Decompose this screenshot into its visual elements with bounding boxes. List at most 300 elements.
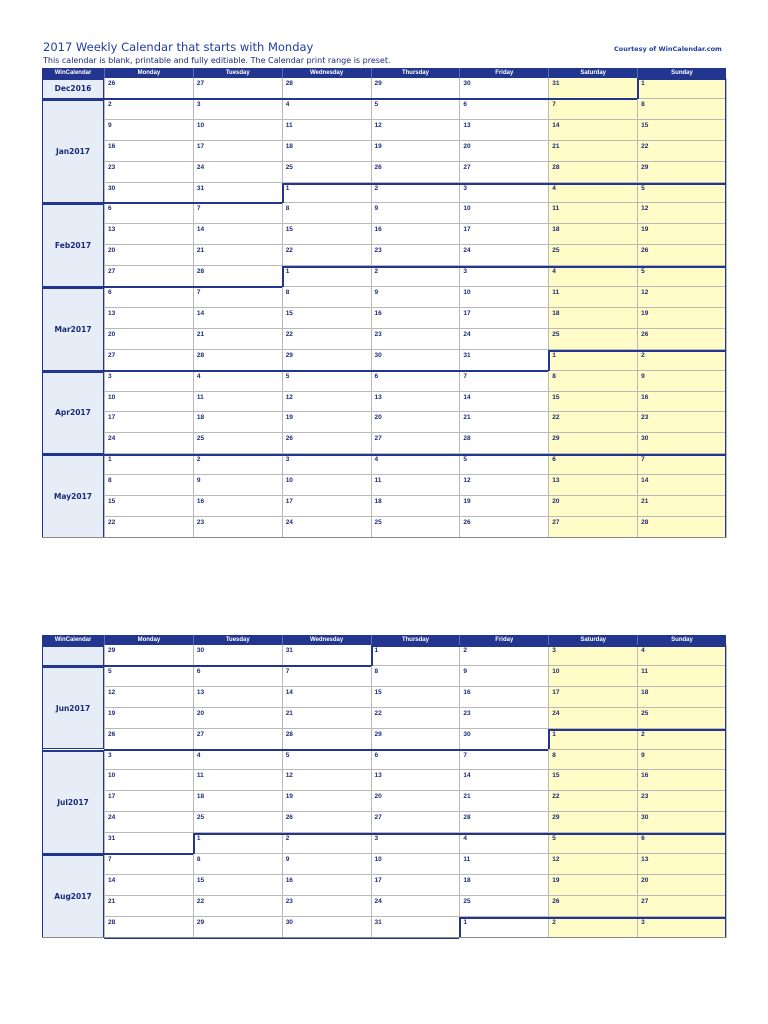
grid-col-line bbox=[459, 78, 460, 538]
grid-col-line bbox=[282, 645, 283, 938]
day-cell[interactable]: 24 bbox=[196, 163, 205, 171]
day-cell[interactable]: 16 bbox=[285, 876, 293, 884]
day-cell[interactable]: 19 bbox=[641, 226, 649, 234]
month-boundary-line bbox=[104, 370, 548, 372]
day-cell[interactable]: 29 bbox=[641, 163, 649, 171]
day-cell[interactable]: 24 bbox=[463, 330, 471, 338]
grid-row-line bbox=[104, 223, 726, 224]
day-cell[interactable]: 21 bbox=[108, 897, 116, 905]
month-boundary-line bbox=[282, 183, 284, 204]
day-cell[interactable]: 9 bbox=[108, 121, 112, 129]
grid-col-line bbox=[637, 78, 638, 538]
day-cell[interactable]: 20 bbox=[108, 247, 116, 255]
day-cell[interactable]: 15 bbox=[285, 226, 293, 234]
day-cell[interactable]: 20 bbox=[374, 414, 382, 422]
day-cell[interactable]: 18 bbox=[196, 414, 205, 422]
day-cell[interactable]: 21 bbox=[285, 709, 293, 717]
month-boundary-line bbox=[548, 350, 550, 371]
day-cell[interactable]: 7 bbox=[196, 205, 201, 213]
day-cell[interactable]: 13 bbox=[196, 688, 205, 696]
day-cell[interactable]: 28 bbox=[285, 730, 293, 738]
day-cell[interactable]: 14 bbox=[552, 121, 560, 129]
day-cell[interactable]: 2 bbox=[196, 456, 201, 464]
day-cell[interactable]: 18 bbox=[641, 688, 649, 696]
day-cell[interactable]: 7 bbox=[108, 856, 112, 863]
day-cell[interactable]: 27 bbox=[641, 897, 649, 905]
day-cell[interactable]: 3 bbox=[108, 372, 112, 380]
grid-row-line bbox=[104, 874, 726, 875]
day-cell[interactable]: 3 bbox=[374, 835, 379, 843]
day-cell[interactable]: 25 bbox=[641, 709, 649, 717]
day-cell[interactable]: 13 bbox=[374, 772, 382, 780]
day-cell[interactable]: 1 bbox=[641, 80, 645, 87]
day-cell[interactable]: 13 bbox=[108, 309, 116, 317]
grid-row-line bbox=[104, 119, 726, 120]
day-cell[interactable]: 29 bbox=[374, 80, 382, 87]
day-cell[interactable]: 8 bbox=[196, 856, 201, 863]
day-cell[interactable]: 26 bbox=[552, 897, 560, 905]
day-cell[interactable]: 22 bbox=[196, 897, 205, 905]
day-cell[interactable]: 27 bbox=[196, 730, 205, 738]
month-label: Dec2016 bbox=[42, 78, 104, 99]
day-cell[interactable]: 19 bbox=[552, 876, 560, 884]
day-cell[interactable]: 24 bbox=[374, 897, 382, 905]
day-cell[interactable]: 4 bbox=[463, 835, 468, 843]
day-cell[interactable]: 22 bbox=[285, 247, 293, 255]
day-cell[interactable]: 16 bbox=[641, 393, 649, 401]
month-label bbox=[42, 645, 104, 666]
day-cell[interactable]: 10 bbox=[374, 856, 382, 863]
day-cell[interactable]: 1 bbox=[196, 835, 201, 843]
day-cell[interactable]: 5 bbox=[641, 268, 645, 276]
day-cell[interactable]: 20 bbox=[641, 876, 649, 884]
day-cell[interactable]: 2 bbox=[374, 268, 379, 276]
day-cell[interactable]: 8 bbox=[552, 751, 556, 759]
day-cell[interactable]: 10 bbox=[285, 477, 293, 485]
day-cell[interactable]: 14 bbox=[641, 477, 649, 485]
day-cell[interactable]: 12 bbox=[108, 688, 116, 696]
day-cell[interactable]: 9 bbox=[641, 751, 645, 759]
day-cell[interactable]: 21 bbox=[196, 330, 205, 338]
day-cell[interactable]: 24 bbox=[108, 435, 116, 443]
day-cell[interactable]: 9 bbox=[641, 372, 645, 380]
day-cell[interactable]: 13 bbox=[552, 477, 560, 485]
day-cell[interactable]: 11 bbox=[196, 772, 204, 780]
day-cell[interactable]: 19 bbox=[463, 498, 471, 505]
grid-row-line bbox=[104, 516, 726, 517]
page-title: 2017 Weekly Calendar that starts with Monday bbox=[43, 40, 314, 54]
day-cell[interactable]: 13 bbox=[641, 856, 649, 863]
day-cell[interactable]: 10 bbox=[196, 121, 205, 129]
day-cell[interactable]: 18 bbox=[552, 226, 560, 234]
day-cell[interactable]: 25 bbox=[196, 814, 205, 822]
day-cell[interactable]: 27 bbox=[552, 518, 560, 526]
day-cell[interactable]: 18 bbox=[552, 309, 560, 317]
day-cell[interactable]: 3 bbox=[108, 751, 112, 759]
day-cell[interactable]: 22 bbox=[641, 142, 649, 150]
day-cell[interactable]: 24 bbox=[108, 814, 116, 822]
day-cell[interactable]: 28 bbox=[463, 814, 471, 822]
grid-row-line bbox=[104, 790, 726, 791]
day-cell[interactable]: 21 bbox=[463, 414, 471, 422]
day-cell[interactable]: 23 bbox=[108, 163, 116, 171]
day-cell[interactable]: 22 bbox=[374, 709, 382, 717]
day-cell[interactable]: 7 bbox=[196, 289, 201, 296]
day-cell[interactable]: 1 bbox=[374, 647, 379, 654]
day-cell[interactable]: 5 bbox=[285, 751, 290, 759]
grid-row-line bbox=[104, 811, 726, 812]
day-cell[interactable]: 1 bbox=[285, 268, 290, 276]
grid-row-line bbox=[104, 391, 726, 392]
day-cell[interactable]: 31 bbox=[108, 835, 116, 843]
calendar-block-1 bbox=[42, 68, 726, 538]
day-cell[interactable]: 1 bbox=[552, 351, 556, 359]
day-cell[interactable]: 23 bbox=[196, 518, 205, 526]
day-cell[interactable]: 31 bbox=[552, 80, 560, 87]
day-cell[interactable]: 1 bbox=[552, 730, 556, 738]
day-cell[interactable]: 15 bbox=[641, 121, 649, 129]
day-cell[interactable]: 2 bbox=[641, 351, 645, 359]
day-cell[interactable]: 15 bbox=[552, 772, 560, 780]
day-cell[interactable]: 16 bbox=[108, 142, 116, 150]
day-cell[interactable]: 16 bbox=[374, 226, 382, 234]
day-cell[interactable]: 28 bbox=[285, 80, 293, 87]
day-cell[interactable]: 22 bbox=[552, 414, 560, 422]
day-cell[interactable]: 31 bbox=[196, 184, 205, 192]
day-cell[interactable]: 29 bbox=[285, 351, 293, 359]
day-cell[interactable]: 30 bbox=[641, 435, 649, 443]
day-cell[interactable]: 7 bbox=[463, 372, 468, 380]
day-cell[interactable]: 29 bbox=[108, 647, 116, 654]
header-day-sunday: Sunday bbox=[637, 68, 726, 78]
day-cell[interactable]: 19 bbox=[285, 414, 293, 422]
day-cell[interactable]: 17 bbox=[108, 793, 116, 801]
day-cell[interactable]: 30 bbox=[196, 647, 205, 654]
day-cell[interactable]: 26 bbox=[285, 814, 293, 822]
day-cell[interactable]: 20 bbox=[463, 142, 471, 150]
day-cell[interactable]: 2 bbox=[108, 100, 112, 108]
day-cell[interactable]: 22 bbox=[552, 793, 560, 801]
day-cell[interactable]: 24 bbox=[285, 518, 293, 526]
day-cell[interactable]: 10 bbox=[463, 289, 471, 296]
day-cell[interactable]: 7 bbox=[463, 751, 468, 759]
month-boundary-line bbox=[459, 917, 461, 938]
day-cell[interactable]: 6 bbox=[108, 289, 112, 296]
header-day-friday: Friday bbox=[459, 68, 548, 78]
month-boundary-line bbox=[548, 350, 726, 352]
day-cell[interactable]: 3 bbox=[552, 647, 556, 654]
day-cell[interactable]: 29 bbox=[552, 435, 560, 443]
day-cell[interactable]: 5 bbox=[285, 372, 290, 380]
day-cell[interactable]: 29 bbox=[196, 918, 205, 926]
day-cell[interactable]: 23 bbox=[374, 247, 382, 255]
day-cell[interactable]: 5 bbox=[108, 667, 112, 675]
day-cell[interactable]: 7 bbox=[285, 667, 290, 675]
day-cell[interactable]: 23 bbox=[374, 330, 382, 338]
day-cell[interactable]: 12 bbox=[285, 393, 293, 401]
day-cell[interactable]: 8 bbox=[641, 100, 645, 108]
day-cell[interactable]: 20 bbox=[552, 498, 560, 505]
day-cell[interactable]: 17 bbox=[285, 498, 293, 505]
month-boundary-line bbox=[104, 98, 637, 100]
day-cell[interactable]: 2 bbox=[463, 647, 468, 654]
day-cell[interactable]: 3 bbox=[463, 268, 468, 276]
day-cell[interactable]: 30 bbox=[463, 80, 471, 87]
day-cell[interactable]: 11 bbox=[374, 477, 382, 485]
day-cell[interactable]: 11 bbox=[552, 205, 560, 213]
month-boundary-line bbox=[104, 286, 282, 288]
day-cell[interactable]: 2 bbox=[552, 918, 556, 926]
day-cell[interactable]: 30 bbox=[108, 184, 116, 192]
day-cell[interactable]: 6 bbox=[108, 205, 112, 213]
day-cell[interactable]: 14 bbox=[285, 688, 293, 696]
day-cell[interactable]: 16 bbox=[463, 688, 471, 696]
day-cell[interactable]: 5 bbox=[463, 456, 468, 464]
day-cell[interactable]: 2 bbox=[641, 730, 645, 738]
day-cell[interactable]: 23 bbox=[463, 709, 471, 717]
day-cell[interactable]: 27 bbox=[108, 351, 116, 359]
day-cell[interactable]: 17 bbox=[463, 309, 471, 317]
day-cell[interactable]: 9 bbox=[463, 667, 468, 675]
day-cell[interactable]: 3 bbox=[641, 918, 645, 926]
day-cell[interactable]: 21 bbox=[463, 793, 471, 801]
day-cell[interactable]: 16 bbox=[641, 772, 649, 780]
month-boundary-line bbox=[104, 665, 371, 667]
day-cell[interactable]: 14 bbox=[196, 226, 205, 234]
day-cell[interactable]: 12 bbox=[641, 289, 649, 296]
day-cell[interactable]: 30 bbox=[285, 918, 293, 926]
day-cell[interactable]: 18 bbox=[374, 498, 382, 505]
calendar-bottom-border bbox=[42, 537, 726, 538]
day-cell[interactable]: 28 bbox=[552, 163, 560, 171]
day-cell[interactable]: 27 bbox=[196, 80, 205, 87]
day-cell[interactable]: 13 bbox=[463, 121, 471, 129]
day-cell[interactable]: 20 bbox=[108, 330, 116, 338]
day-cell[interactable]: 6 bbox=[463, 100, 468, 108]
day-cell[interactable]: 4 bbox=[374, 456, 379, 464]
day-cell[interactable]: 8 bbox=[108, 477, 112, 485]
day-cell[interactable]: 26 bbox=[374, 163, 382, 171]
day-cell[interactable]: 1 bbox=[108, 456, 112, 464]
day-cell[interactable]: 7 bbox=[552, 100, 556, 108]
day-cell[interactable]: 16 bbox=[374, 309, 382, 317]
day-cell[interactable]: 31 bbox=[463, 351, 471, 359]
day-cell[interactable]: 19 bbox=[641, 309, 649, 317]
day-cell[interactable]: 28 bbox=[108, 918, 116, 926]
day-cell[interactable]: 22 bbox=[285, 330, 293, 338]
day-cell[interactable]: 26 bbox=[463, 518, 471, 526]
day-cell[interactable]: 5 bbox=[641, 184, 645, 192]
day-cell[interactable]: 11 bbox=[552, 289, 560, 296]
day-cell[interactable]: 17 bbox=[374, 876, 382, 884]
day-cell[interactable]: 29 bbox=[552, 814, 560, 822]
day-cell[interactable]: 10 bbox=[108, 393, 116, 401]
day-cell[interactable]: 1 bbox=[285, 184, 290, 192]
outer-right-border bbox=[725, 78, 726, 538]
day-cell[interactable]: 14 bbox=[463, 772, 471, 780]
day-cell[interactable]: 26 bbox=[285, 435, 293, 443]
day-cell[interactable]: 10 bbox=[552, 667, 560, 675]
day-cell[interactable]: 30 bbox=[641, 814, 649, 822]
day-cell[interactable]: 31 bbox=[374, 918, 382, 926]
day-cell[interactable]: 21 bbox=[552, 142, 560, 150]
grid-col-line bbox=[459, 645, 460, 938]
day-cell[interactable]: 4 bbox=[196, 372, 201, 380]
month-label: Apr2017 bbox=[42, 371, 104, 455]
day-cell[interactable]: 25 bbox=[463, 897, 471, 905]
day-cell[interactable]: 6 bbox=[374, 751, 379, 759]
day-cell[interactable]: 27 bbox=[374, 814, 382, 822]
day-cell[interactable]: 2 bbox=[285, 835, 290, 843]
day-cell[interactable]: 17 bbox=[196, 142, 205, 150]
day-cell[interactable]: 22 bbox=[108, 518, 116, 526]
day-cell[interactable]: 21 bbox=[196, 247, 205, 255]
day-cell[interactable]: 17 bbox=[463, 226, 471, 234]
day-cell[interactable]: 27 bbox=[108, 268, 116, 276]
day-cell[interactable]: 19 bbox=[285, 793, 293, 801]
header-day-thursday: Thursday bbox=[371, 68, 460, 78]
day-cell[interactable]: 30 bbox=[463, 730, 471, 738]
day-cell[interactable]: 4 bbox=[196, 751, 201, 759]
month-boundary-line bbox=[371, 645, 726, 647]
day-cell[interactable]: 12 bbox=[374, 121, 382, 129]
day-cell[interactable]: 10 bbox=[108, 772, 116, 780]
day-cell[interactable]: 11 bbox=[285, 121, 293, 129]
header-day-monday: Monday bbox=[104, 635, 193, 645]
day-cell[interactable]: 28 bbox=[196, 268, 205, 276]
day-cell[interactable]: 23 bbox=[641, 793, 649, 801]
day-cell[interactable]: 4 bbox=[552, 268, 556, 276]
day-cell[interactable]: 27 bbox=[463, 163, 471, 171]
day-cell[interactable]: 10 bbox=[463, 205, 471, 213]
grid-row-line bbox=[104, 707, 726, 708]
header-day-tuesday: Tuesday bbox=[193, 68, 282, 78]
month-boundary-line bbox=[282, 183, 726, 185]
day-cell[interactable]: 25 bbox=[285, 163, 293, 171]
day-cell[interactable]: 17 bbox=[108, 414, 116, 422]
day-cell[interactable]: 4 bbox=[641, 647, 645, 654]
day-cell[interactable]: 19 bbox=[108, 709, 116, 717]
header-day-friday: Friday bbox=[459, 635, 548, 645]
day-cell[interactable]: 7 bbox=[641, 456, 645, 464]
day-cell[interactable]: 6 bbox=[552, 456, 556, 464]
day-cell[interactable]: 26 bbox=[641, 247, 649, 255]
day-cell[interactable]: 12 bbox=[463, 477, 471, 485]
day-cell[interactable]: 28 bbox=[463, 435, 471, 443]
day-cell[interactable]: 3 bbox=[196, 100, 201, 108]
day-cell[interactable]: 13 bbox=[108, 226, 116, 234]
day-cell[interactable]: 15 bbox=[108, 498, 116, 505]
calendar-bottom-border bbox=[42, 937, 726, 938]
day-cell[interactable]: 24 bbox=[552, 709, 560, 717]
day-cell[interactable]: 19 bbox=[374, 142, 382, 150]
day-cell[interactable]: 15 bbox=[374, 688, 382, 696]
day-cell[interactable]: 3 bbox=[463, 184, 468, 192]
day-cell[interactable]: 6 bbox=[641, 835, 645, 843]
day-cell[interactable]: 11 bbox=[641, 667, 648, 675]
day-cell[interactable]: 12 bbox=[552, 856, 560, 863]
day-cell[interactable]: 30 bbox=[374, 351, 382, 359]
day-cell[interactable]: 4 bbox=[285, 100, 290, 108]
day-cell[interactable]: 1 bbox=[463, 918, 468, 926]
month-boundary-line bbox=[459, 917, 726, 919]
month-label: Jan2017 bbox=[42, 99, 104, 204]
day-cell[interactable]: 18 bbox=[463, 876, 471, 884]
day-cell[interactable]: 13 bbox=[374, 393, 382, 401]
courtesy-link[interactable]: Courtesy of WinCalendar.com bbox=[614, 45, 722, 53]
day-cell[interactable]: 4 bbox=[552, 184, 556, 192]
day-cell[interactable]: 11 bbox=[463, 856, 471, 863]
day-cell[interactable]: 18 bbox=[196, 793, 205, 801]
day-cell[interactable]: 9 bbox=[374, 289, 379, 296]
day-cell[interactable]: 14 bbox=[108, 876, 116, 884]
day-cell[interactable]: 8 bbox=[552, 372, 556, 380]
day-cell[interactable]: 26 bbox=[641, 330, 649, 338]
day-cell[interactable]: 12 bbox=[285, 772, 293, 780]
day-cell[interactable]: 5 bbox=[374, 100, 379, 108]
month-boundary-line bbox=[637, 78, 639, 99]
day-cell[interactable]: 29 bbox=[374, 730, 382, 738]
day-cell[interactable]: 18 bbox=[285, 142, 293, 150]
day-cell[interactable]: 9 bbox=[374, 205, 379, 213]
day-cell[interactable]: 25 bbox=[374, 518, 382, 526]
day-cell[interactable]: 31 bbox=[285, 647, 293, 654]
day-cell[interactable]: 20 bbox=[196, 709, 205, 717]
month-label: Mar2017 bbox=[42, 287, 104, 371]
month-boundary-line bbox=[282, 266, 284, 287]
day-cell[interactable]: 25 bbox=[552, 330, 560, 338]
day-cell[interactable]: 23 bbox=[641, 414, 649, 422]
day-cell[interactable]: 21 bbox=[641, 498, 649, 505]
day-cell[interactable]: 24 bbox=[463, 247, 471, 255]
day-cell[interactable]: 8 bbox=[374, 667, 379, 675]
day-cell[interactable]: 3 bbox=[285, 456, 290, 464]
day-cell[interactable]: 15 bbox=[285, 309, 293, 317]
day-cell[interactable]: 5 bbox=[552, 835, 556, 843]
day-cell[interactable]: 25 bbox=[196, 435, 205, 443]
day-cell[interactable]: 11 bbox=[196, 393, 204, 401]
month-boundary-line bbox=[104, 749, 548, 751]
day-cell[interactable]: 2 bbox=[374, 184, 379, 192]
day-cell[interactable]: 6 bbox=[196, 667, 201, 675]
day-cell[interactable]: 9 bbox=[285, 856, 290, 863]
grid-row-line bbox=[104, 769, 726, 770]
day-cell[interactable]: 6 bbox=[374, 372, 379, 380]
day-cell[interactable]: 15 bbox=[552, 393, 560, 401]
day-cell[interactable]: 16 bbox=[196, 498, 205, 505]
day-cell[interactable]: 23 bbox=[285, 897, 293, 905]
day-cell[interactable]: 28 bbox=[641, 518, 649, 526]
day-cell[interactable]: 8 bbox=[285, 205, 290, 213]
day-cell[interactable]: 25 bbox=[552, 247, 560, 255]
day-cell[interactable]: 14 bbox=[463, 393, 471, 401]
day-cell[interactable]: 12 bbox=[641, 205, 649, 213]
day-cell[interactable]: 9 bbox=[196, 477, 201, 485]
header-day-sunday: Sunday bbox=[637, 635, 726, 645]
day-cell[interactable]: 20 bbox=[374, 793, 382, 801]
outer-right-border bbox=[725, 645, 726, 938]
day-cell[interactable]: 15 bbox=[196, 876, 205, 884]
day-cell[interactable]: 28 bbox=[196, 351, 205, 359]
day-cell[interactable]: 26 bbox=[108, 730, 116, 738]
month-boundary-line bbox=[548, 729, 726, 731]
day-cell[interactable]: 27 bbox=[374, 435, 382, 443]
day-cell[interactable]: 26 bbox=[108, 80, 116, 87]
day-cell[interactable]: 8 bbox=[285, 289, 290, 296]
day-cell[interactable]: 17 bbox=[552, 688, 560, 696]
grid-col-line bbox=[104, 645, 105, 938]
day-cell[interactable]: 14 bbox=[196, 309, 205, 317]
